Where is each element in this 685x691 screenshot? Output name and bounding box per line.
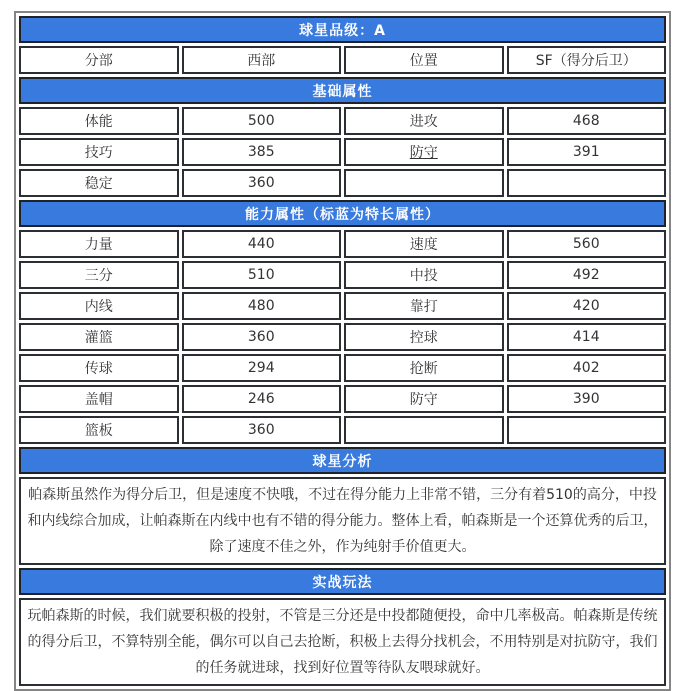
defense2-value: 390 <box>507 385 667 413</box>
block-value: 246 <box>182 385 342 413</box>
post-up-value: 420 <box>507 292 667 320</box>
empty-cell <box>507 416 667 444</box>
stability-label: 稳定 <box>19 169 179 197</box>
steal-value: 402 <box>507 354 667 382</box>
dunk-label: 灌篮 <box>19 323 179 351</box>
inside-value: 480 <box>182 292 342 320</box>
ball-handling-label: 控球 <box>344 323 504 351</box>
speed-value: 560 <box>507 230 667 258</box>
analysis-text-row <box>19 477 666 565</box>
ability-row-6 <box>19 385 666 413</box>
ability-row-5 <box>19 354 666 382</box>
ability-row-4 <box>19 323 666 351</box>
play-guide-text-row <box>19 598 666 686</box>
offense-value: 468 <box>507 107 667 135</box>
ability-attrs-header: 能力属性（标蓝为特长属性） <box>19 200 666 227</box>
analysis-text: 帕森斯虽然作为得分后卫，但是速度不快哦，不过在得分能力上非常不错，三分有着510的高分，中投和内线综合加成，让帕森斯在内线中也有不错的得分能力。整体上看，帕森斯是一个还算优秀的后卫，除了速度不佳之外，作为纯射手价值更大。 <box>19 477 666 565</box>
strength-label: 力量 <box>19 230 179 258</box>
grade-header: 球星品级：A <box>19 16 666 43</box>
info-row <box>19 46 666 74</box>
ball-handling-value: 414 <box>507 323 667 351</box>
mid-range-label: 中投 <box>344 261 504 289</box>
grade-header-row <box>19 16 666 43</box>
basic-row-2 <box>19 138 666 166</box>
inside-label: 内线 <box>19 292 179 320</box>
ability-row-3 <box>19 292 666 320</box>
post-up-label: 靠打 <box>344 292 504 320</box>
speed-label: 速度 <box>344 230 504 258</box>
player-stats-table <box>14 11 671 691</box>
defense-label-cell <box>344 138 504 166</box>
ability-row-2 <box>19 261 666 289</box>
passing-value: 294 <box>182 354 342 382</box>
block-label: 盖帽 <box>19 385 179 413</box>
basic-attrs-header-row <box>19 77 666 104</box>
three-point-label: 三分 <box>19 261 179 289</box>
offense-label: 进攻 <box>344 107 504 135</box>
ability-row-1 <box>19 230 666 258</box>
stamina-value: 500 <box>182 107 342 135</box>
empty-cell <box>344 416 504 444</box>
stamina-label: 体能 <box>19 107 179 135</box>
three-point-value: 510 <box>182 261 342 289</box>
ability-row-7 <box>19 416 666 444</box>
play-guide-text: 玩帕森斯的时候，我们就要积极的投射，不管是三分还是中投都随便投，命中几率极高。帕森斯是传统的得分后卫，不算特别全能，偶尔可以自己去抢断，积极上去得分找机会，不用特别是对抗防守，我们的任务就进球，找到好位置等待队友喂球就好。 <box>19 598 666 686</box>
analysis-header-row <box>19 447 666 474</box>
position-value: SF（得分后卫） <box>507 46 667 74</box>
stability-value: 360 <box>182 169 342 197</box>
basic-row-1 <box>19 107 666 135</box>
position-label: 位置 <box>344 46 504 74</box>
mid-range-value: 492 <box>507 261 667 289</box>
steal-label: 抢断 <box>344 354 504 382</box>
dunk-value: 360 <box>182 323 342 351</box>
basic-row-3 <box>19 169 666 197</box>
defense-value: 391 <box>507 138 667 166</box>
defense-link[interactable]: 防守 <box>409 145 438 161</box>
division-value: 西部 <box>182 46 342 74</box>
skill-value: 385 <box>182 138 342 166</box>
division-label: 分部 <box>19 46 179 74</box>
rebound-label: 篮板 <box>19 416 179 444</box>
play-guide-header-row <box>19 568 666 595</box>
ability-attrs-header-row <box>19 200 666 227</box>
passing-label: 传球 <box>19 354 179 382</box>
play-guide-header: 实战玩法 <box>19 568 666 595</box>
defense2-label: 防守 <box>344 385 504 413</box>
analysis-header: 球星分析 <box>19 447 666 474</box>
basic-attrs-header: 基础属性 <box>19 77 666 104</box>
empty-cell <box>344 169 504 197</box>
rebound-value: 360 <box>182 416 342 444</box>
empty-cell <box>507 169 667 197</box>
skill-label: 技巧 <box>19 138 179 166</box>
strength-value: 440 <box>182 230 342 258</box>
